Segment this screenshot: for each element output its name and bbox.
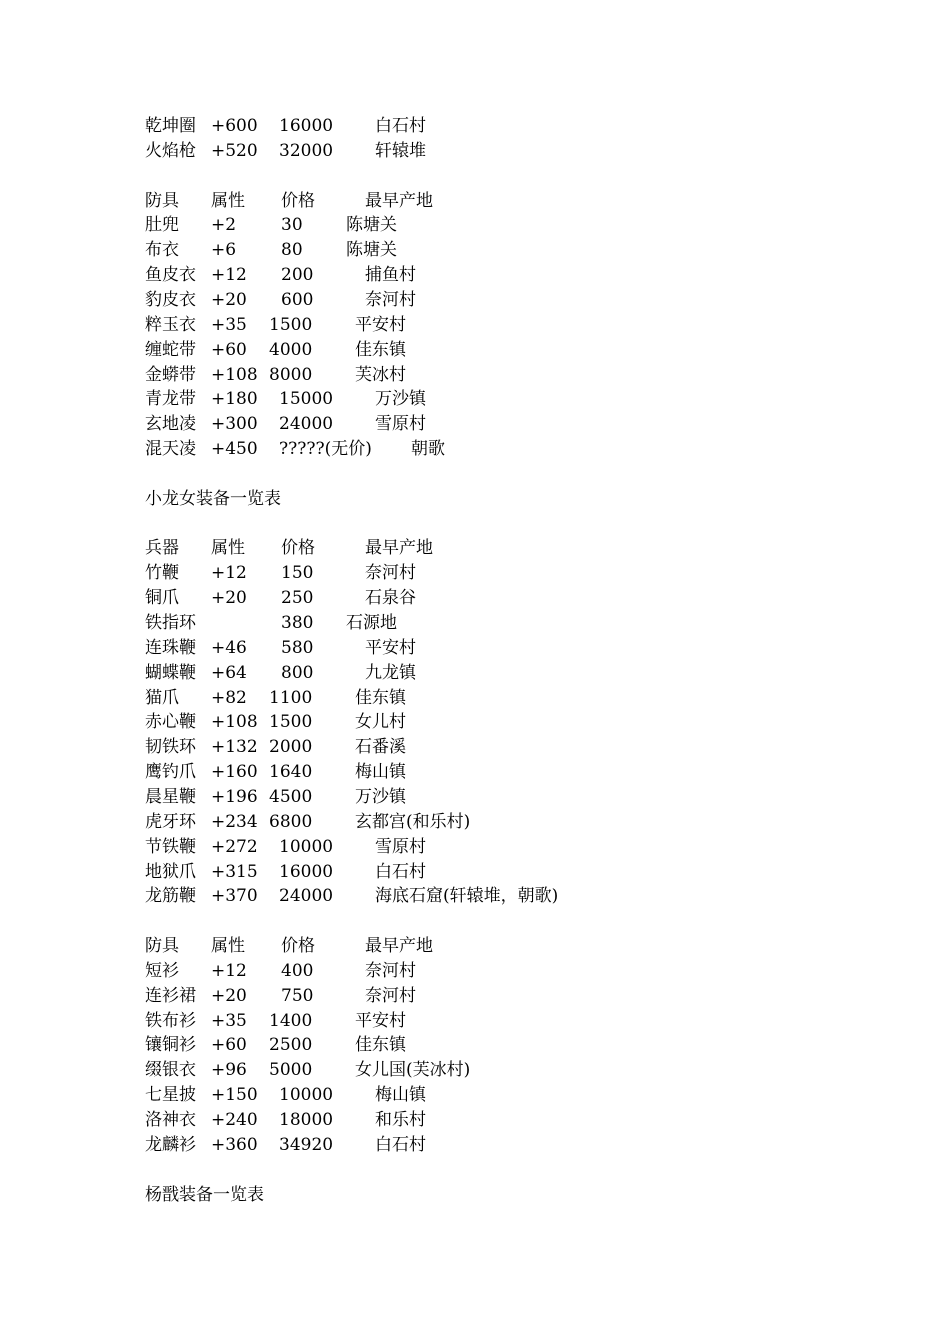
- item-name: 鹰钓爪: [145, 762, 196, 783]
- item-price: 800: [281, 662, 314, 683]
- item-price: 价格: [281, 936, 315, 957]
- item-attribute: +108: [211, 712, 258, 733]
- item-origin: 佳东镇: [355, 339, 406, 360]
- item-name: 火焰枪: [145, 140, 196, 161]
- item-attribute: +64: [211, 662, 247, 683]
- item-price: 15000: [279, 389, 334, 410]
- item-name: 连衫裙: [145, 985, 196, 1006]
- item-name: 布衣: [145, 240, 179, 261]
- item-attribute: +600: [211, 116, 258, 136]
- item-origin: 白石村: [375, 1134, 426, 1155]
- item-price: 1400: [269, 1010, 313, 1031]
- item-name: 缠蛇带: [145, 339, 196, 360]
- item-origin: 梅山镇: [355, 762, 406, 783]
- item-origin: 九龙镇: [365, 662, 416, 683]
- item-attribute: +150: [211, 1085, 258, 1106]
- item-attribute: +272: [211, 836, 258, 857]
- item-price: 6800: [269, 811, 313, 832]
- item-attribute: +2: [211, 215, 237, 236]
- item-price: 580: [281, 637, 314, 658]
- item-attribute: +315: [211, 861, 258, 882]
- item-price: 2500: [269, 1035, 313, 1056]
- item-price: 1500: [269, 712, 313, 733]
- item-attribute: +6: [211, 240, 237, 261]
- item-attribute: +60: [211, 1035, 247, 1056]
- item-name: 铁指环: [145, 613, 196, 633]
- item-price: 32000: [279, 140, 334, 161]
- item-price: 5000: [269, 1060, 313, 1081]
- section-title-text: 杨戬装备一览表: [145, 1184, 264, 1205]
- item-price: 250: [281, 588, 314, 609]
- item-name: 鱼皮衣: [145, 265, 196, 286]
- item-price: 16000: [279, 861, 334, 882]
- item-attribute: +12: [211, 960, 247, 981]
- item-name: 乾坤圈: [145, 116, 196, 136]
- item-name: 玄地凌: [145, 414, 196, 435]
- item-origin: 女儿村: [355, 712, 406, 733]
- item-attribute: +60: [211, 339, 247, 360]
- item-origin: 石泉谷: [365, 588, 416, 609]
- item-attribute: +96: [211, 1060, 247, 1081]
- item-attribute: 属性: [211, 538, 245, 559]
- item-attribute: 属性: [211, 190, 245, 211]
- item-attribute: +160: [211, 762, 258, 783]
- item-price: ?????(无价): [279, 439, 372, 460]
- item-name: 豹皮衣: [145, 289, 196, 310]
- item-price: 16000: [279, 116, 334, 136]
- item-name: 猫爪: [145, 687, 179, 708]
- item-origin: 奈河村: [365, 289, 416, 310]
- item-origin: 白石村: [375, 861, 426, 882]
- item-name: 虎牙环: [145, 811, 196, 832]
- item-price: 2000: [269, 737, 313, 758]
- item-origin: 奈河村: [365, 563, 416, 584]
- item-attribute: +20: [211, 289, 247, 310]
- item-price: 价格: [281, 538, 315, 559]
- item-name: 晨星鞭: [145, 786, 196, 807]
- item-price: 150: [281, 563, 314, 584]
- item-price: 1500: [269, 314, 313, 335]
- item-attribute: +520: [211, 140, 258, 161]
- item-origin: 朝歌: [411, 439, 445, 460]
- item-price: 8000: [269, 364, 313, 385]
- item-price: 10000: [279, 836, 334, 857]
- item-origin: 最早产地: [365, 936, 433, 957]
- item-name: 青龙带: [145, 389, 196, 410]
- item-attribute: +234: [211, 811, 258, 832]
- item-price: 18000: [279, 1110, 334, 1130]
- item-attribute: +12: [211, 563, 247, 584]
- item-origin: 石源地: [346, 613, 397, 633]
- item-name: 竹鞭: [145, 563, 179, 584]
- item-origin: 万沙镇: [355, 786, 406, 807]
- item-origin: 雪原村: [375, 414, 426, 435]
- item-name: 赤心鞭: [145, 712, 196, 733]
- item-name: 蝴蝶鞭: [145, 662, 196, 683]
- item-origin: 佳东镇: [355, 1035, 406, 1056]
- item-name: 地狱爪: [145, 861, 196, 882]
- item-origin: 女儿国(芙冰村): [355, 1060, 471, 1081]
- item-origin: 陈塘关: [346, 240, 397, 261]
- item-price: 200: [281, 265, 314, 286]
- item-attribute: +450: [211, 439, 258, 460]
- item-origin: 海底石窟(轩辕堆，朝歌): [375, 886, 559, 907]
- item-attribute: +20: [211, 588, 247, 609]
- item-attribute: +132: [211, 737, 258, 758]
- item-name: 龙麟衫: [145, 1134, 196, 1155]
- item-name: 铜爪: [145, 588, 179, 609]
- item-attribute: +20: [211, 985, 247, 1006]
- item-price: 24000: [279, 414, 334, 435]
- item-price: 1100: [269, 687, 313, 708]
- item-name: 缀银衣: [145, 1060, 196, 1081]
- item-name: 节铁鞭: [145, 836, 196, 857]
- item-name: 兵器: [145, 538, 179, 559]
- item-origin: 最早产地: [365, 538, 433, 559]
- item-name: 短衫: [145, 960, 179, 981]
- item-origin: 梅山镇: [375, 1085, 426, 1106]
- item-origin: 平安村: [355, 1010, 406, 1031]
- item-origin: 白石村: [375, 116, 426, 136]
- item-name: 龙筋鞭: [145, 886, 196, 907]
- item-price: 4500: [269, 786, 313, 807]
- item-attribute: +360: [211, 1134, 258, 1155]
- item-name: 肚兜: [145, 215, 179, 236]
- item-origin: 陈塘关: [346, 215, 397, 236]
- item-attribute: +180: [211, 389, 258, 410]
- item-name: 混天凌: [145, 439, 196, 460]
- item-name: 韧铁环: [145, 737, 196, 758]
- section-title-text: 小龙女装备一览表: [145, 488, 281, 509]
- item-price: 80: [281, 240, 303, 261]
- item-origin: 万沙镇: [375, 389, 426, 410]
- item-origin: 奈河村: [365, 960, 416, 981]
- item-attribute: +370: [211, 886, 258, 907]
- item-origin: 平安村: [365, 637, 416, 658]
- item-attribute: +300: [211, 414, 258, 435]
- item-price: 380: [281, 613, 314, 633]
- item-name: 粹玉衣: [145, 314, 196, 335]
- item-name: 镶铜衫: [145, 1035, 196, 1056]
- item-origin: 石番溪: [355, 737, 406, 758]
- item-origin: 芙冰村: [355, 364, 406, 385]
- item-attribute: +12: [211, 265, 247, 286]
- item-origin: 和乐村: [375, 1110, 426, 1130]
- item-attribute: +46: [211, 637, 247, 658]
- item-name: 七星披: [145, 1085, 196, 1106]
- item-price: 24000: [279, 886, 334, 907]
- item-price: 34920: [279, 1134, 334, 1155]
- item-origin: 轩辕堆: [375, 140, 426, 161]
- item-name: 防具: [145, 936, 179, 957]
- item-price: 价格: [281, 190, 315, 211]
- item-name: 连珠鞭: [145, 637, 196, 658]
- item-name: 铁布衫: [145, 1010, 196, 1031]
- item-origin: 佳东镇: [355, 687, 406, 708]
- item-origin: 平安村: [355, 314, 406, 335]
- item-price: 10000: [279, 1085, 334, 1106]
- item-origin: 奈河村: [365, 985, 416, 1006]
- item-attribute: 属性: [211, 936, 245, 957]
- item-attribute: +82: [211, 687, 247, 708]
- item-origin: 最早产地: [365, 190, 433, 211]
- item-price: 600: [281, 289, 314, 310]
- item-price: 4000: [269, 339, 313, 360]
- item-price: 750: [281, 985, 314, 1006]
- item-name: 洛神衣: [145, 1110, 196, 1130]
- item-origin: 雪原村: [375, 836, 426, 857]
- item-name: 金蟒带: [145, 364, 196, 385]
- item-price: 400: [281, 960, 314, 981]
- item-price: 30: [281, 215, 303, 236]
- item-origin: 玄都宫(和乐村): [355, 811, 471, 832]
- item-attribute: +196: [211, 786, 258, 807]
- item-attribute: +35: [211, 1010, 247, 1031]
- item-price: 1640: [269, 762, 313, 783]
- item-name: 防具: [145, 190, 179, 211]
- item-origin: 捕鱼村: [365, 265, 416, 286]
- item-attribute: +108: [211, 364, 258, 385]
- item-attribute: +240: [211, 1110, 258, 1130]
- item-attribute: +35: [211, 314, 247, 335]
